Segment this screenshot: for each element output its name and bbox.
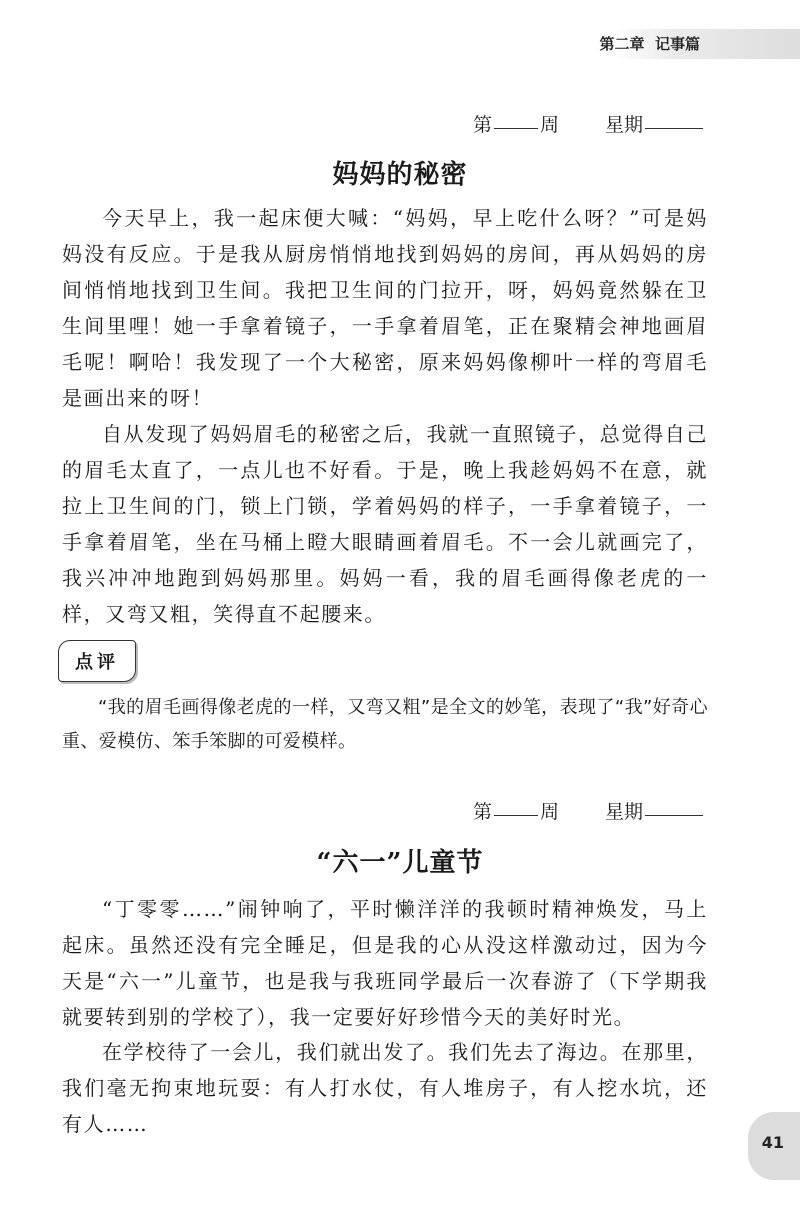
essay1-paragraph-1: 今天早上，我一起床便大喊：“妈妈，早上吃什么呀？”可是妈妈没有反应。于是我从厨房悄悄地找到妈妈的房间，再从妈妈的房间悄悄地找到卫生间。我把卫生间的门拉开，呀，妈妈竟然躲在卫生间里哩！她一手拿着镜子，一手拿着眉笔，正在聚精会神地画眉毛呢！啊哈！我发现了一个大秘密，原来妈妈像柳叶一样的弯眉毛是画出来的呀！	[62, 206, 708, 410]
page-number: 41	[761, 1133, 784, 1152]
week-blank	[494, 127, 538, 129]
essay2-title: “六一”儿童节	[316, 848, 484, 878]
weekday-label: 星期	[604, 801, 643, 823]
essay1-title: 妈妈的秘密	[332, 160, 468, 190]
essay2-paragraph-1: “丁零零……”闹钟响了，平时懒洋洋的我顿时精神焕发，马上起床。虽然还没有完全睡足，但是我的心从没这样激动过，因为今天是“六一”儿童节，也是我与我班同学最后一次春游了（下学期我就要转到别的学校了），我一定要好好珍惜今天的美好时光。	[62, 897, 708, 1029]
chapter-label: 第二章 记事篇	[599, 35, 700, 53]
week-prefix: 第	[472, 801, 492, 823]
week-line-2	[473, 797, 705, 824]
week-prefix: 第	[472, 114, 492, 136]
weekday-blank	[645, 127, 703, 129]
comment-badge: 点评	[58, 640, 136, 682]
weekday-blank	[645, 814, 703, 816]
week-suffix: 周	[539, 114, 559, 136]
week-suffix: 周	[539, 801, 559, 823]
weekday-label: 星期	[604, 114, 643, 136]
comment-text: “我的眉毛画得像老虎的一样，又弯又粗”是全文的妙笔，表现了“我”好奇心重、爱模仿、笨手笨脚的可爱模样。	[62, 697, 708, 752]
week-line-1	[473, 110, 705, 137]
essay2-paragraph-2: 在学校待了一会儿，我们就出发了。我们先去了海边。在那里，我们毫无拘束地玩耍：有人打水仗，有人堆房子，有人挖水坑，还有人……	[62, 1040, 708, 1136]
essay1-paragraph-2: 自从发现了妈妈眉毛的秘密之后，我就一直照镜子，总觉得自己的眉毛太直了，一点儿也不好看。于是，晚上我趁妈妈不在意，就拉上卫生间的门，锁上门锁，学着妈妈的样子，一手拿着镜子，一手拿着眉笔，坐在马桶上瞪大眼睛画着眉毛。不一会儿就画完了，我兴冲冲地跑到妈妈那里。妈妈一看，我的眉毛画得像老虎的一样，又弯又粗，笑得直不起腰来。	[62, 422, 708, 626]
week-blank	[494, 814, 538, 816]
